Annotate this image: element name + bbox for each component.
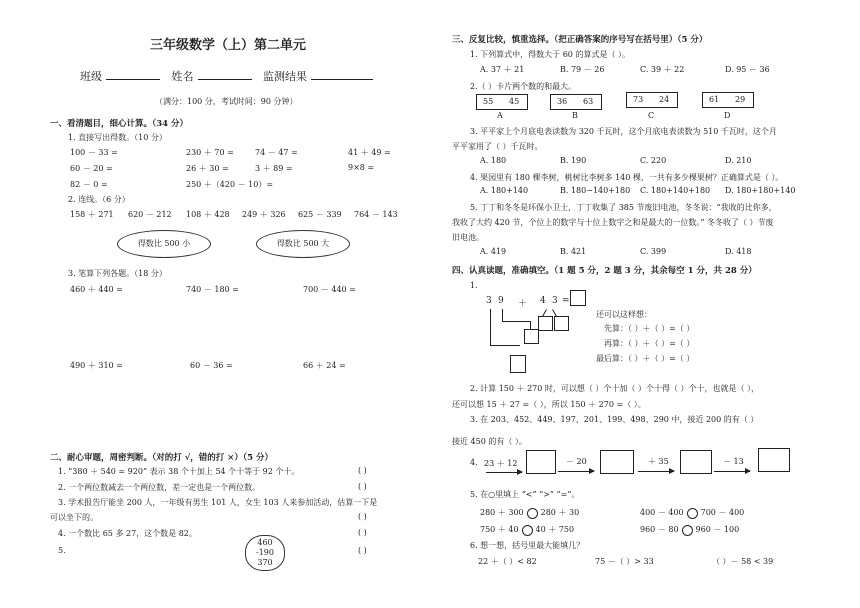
choice-option[interactable]: D. 95 － 36	[725, 65, 770, 74]
card-number: 73	[633, 95, 644, 104]
judge-item: 5.	[58, 546, 66, 555]
choice-option[interactable]: A. 419	[480, 247, 507, 256]
card-letter: B	[572, 111, 578, 120]
s4-q3: 接近 450 的有（ ）。	[452, 437, 527, 446]
judge-item: 4. 一个数比 65 多 27，这个数是 82。	[58, 529, 197, 538]
alt-step: 最后算：（ ）＋（ ）=（ ）	[596, 354, 695, 363]
compare-item	[480, 524, 574, 536]
compare-item	[480, 507, 579, 519]
choice-option[interactable]: D. 180+180+140	[725, 186, 796, 195]
compare-right: 280 ＋ 30	[540, 508, 580, 517]
chain-arrow	[638, 471, 674, 472]
section-2-heading: 二、耐心审题，周密判断。（对的打 √，错的打 ×）（5 分）	[50, 453, 274, 463]
answer-box[interactable]	[510, 355, 526, 373]
fill-item[interactable]: （ ）－ 58 < 39	[712, 557, 774, 566]
chain-box[interactable]	[758, 448, 790, 472]
compare-right: 960 － 100	[695, 525, 740, 534]
card-number: 36	[557, 97, 568, 106]
oral-item: 60 － 20 =	[70, 164, 113, 173]
number-card-c[interactable]	[626, 92, 678, 108]
card-number: 24	[659, 95, 670, 104]
s3-q2: 2.（ ）卡片两个数的和最大。	[470, 82, 577, 91]
compare-left: 960 － 80	[640, 525, 679, 534]
s3-q4: 4. 果园里有 180 棵李树，桃树比李树多 140 棵，一共有多少棵果树？正确算式是（ ）。	[470, 173, 784, 182]
section-1-heading: 一、看清题目，细心计算。（34 分）	[50, 119, 189, 129]
cloud-calculation	[245, 535, 285, 571]
number-card-b[interactable]	[550, 94, 602, 110]
page-title: 三年级数学（上）第二单元	[150, 38, 307, 53]
card-letter: C	[648, 111, 655, 120]
s4-q1-label: 1.	[470, 281, 478, 290]
expr-equals: =	[562, 296, 570, 306]
class-blank[interactable]	[106, 69, 160, 80]
written-item: 60 － 36 =	[190, 361, 233, 370]
alt-method-label: 还可以这样想：	[596, 310, 652, 319]
s4-q3: 3. 在 203、452、449、197、201、199、498、290 中，接近 200 的有（ ）	[470, 415, 759, 424]
oral-item: 9×8 =	[348, 163, 375, 172]
s1-q2-label: 2. 连线。（6 分）	[68, 195, 130, 204]
compare-circle[interactable]	[687, 508, 698, 519]
number-card-a[interactable]	[476, 94, 528, 110]
expr-digit: 9	[498, 296, 504, 306]
s1-q1-label: 1. 直接写出得数。（10 分）	[68, 133, 167, 142]
diagram-line	[490, 345, 520, 346]
oval-less-than-500[interactable]: 得数比 500 小	[117, 230, 211, 258]
oral-item: 82 － 0 =	[70, 180, 108, 189]
chain-box[interactable]	[600, 450, 634, 474]
chain-box[interactable]	[680, 450, 712, 474]
oral-item: 250 ＋（420 － 10）=	[186, 180, 274, 189]
card-letter: D	[724, 111, 731, 120]
cloud-line: -190	[256, 548, 274, 557]
oral-item: 74 － 47 =	[255, 148, 298, 157]
written-item: 740 － 180 =	[186, 285, 239, 294]
judge-item: 2. 一个两位数减去一个两位数，差一定也是一个两位数。	[58, 483, 261, 492]
written-item: 460 ＋ 440 =	[70, 285, 123, 294]
choice-option[interactable]: B. 180−140+180	[560, 186, 631, 195]
s4-q2: 还可以想 15 ＋ 27 =（ ），所以 150 ＋ 270 =（ ）。	[452, 400, 646, 409]
written-item: 66 ＋ 24 =	[303, 361, 346, 370]
choice-option[interactable]: C. 39 ＋ 22	[640, 65, 685, 74]
oral-item: 41 ＋ 49 =	[348, 148, 391, 157]
card-number: 61	[709, 95, 720, 104]
oral-item: 230 ＋ 70 =	[186, 148, 234, 157]
match-item[interactable]: 249 ＋ 326	[242, 210, 286, 219]
diagram-line	[502, 321, 530, 322]
s4-q5: 5. 在○里填上 “<” “>” “=”。	[470, 490, 580, 499]
judge-paren[interactable]: ( )	[358, 546, 367, 555]
judge-paren[interactable]: ( )	[358, 528, 367, 537]
compare-left: 280 ＋ 300	[480, 508, 524, 517]
written-item: 490 ＋ 310 =	[70, 361, 123, 370]
s4-q4-label: 4.	[470, 458, 478, 467]
chain-box[interactable]	[526, 450, 556, 474]
cloud-line: 460	[257, 538, 273, 547]
name-label: 姓名	[171, 70, 194, 83]
oval-greater-than-500[interactable]: 得数比 500 大	[256, 230, 350, 258]
class-label: 班级	[80, 70, 102, 83]
compare-left: 750 ＋ 40	[480, 525, 519, 534]
choice-option[interactable]: B. 421	[560, 247, 587, 256]
student-info-row	[80, 68, 381, 84]
fill-item[interactable]: 75 －（ ）> 33	[595, 557, 654, 566]
compare-item	[640, 524, 739, 536]
choice-option[interactable]: B. 190	[560, 156, 587, 165]
expr-digit: 4	[540, 296, 546, 306]
s3-q3: 3. 平平家上个月底电表读数为 320 千瓦时，这个月底电表读数为 510 千瓦时，这个月	[470, 127, 777, 136]
chain-start: 23 ＋ 12	[484, 459, 518, 468]
choice-option[interactable]: C. 399	[640, 247, 667, 256]
judge-paren[interactable]: ( )	[358, 466, 367, 475]
answer-box[interactable]	[538, 316, 553, 331]
answer-box[interactable]	[554, 316, 569, 331]
section-4-heading: 四、认真读题，准确填空。（1 题 5 分，2 题 3 分，其余每空 1 分，共 28 分）	[452, 266, 757, 276]
choice-option[interactable]: A. 37 ＋ 21	[480, 65, 525, 74]
compare-circle[interactable]	[682, 525, 693, 536]
choice-option[interactable]: C. 180+140+180	[640, 186, 711, 195]
cloud-line: 370	[257, 558, 273, 567]
choice-option[interactable]: B. 79 － 26	[560, 65, 605, 74]
compare-right: 40 ＋ 750	[535, 525, 575, 534]
match-item[interactable]: 108 ＋ 428	[186, 210, 230, 219]
expr-digit: 3	[486, 296, 492, 306]
match-item[interactable]: 764 － 143	[354, 210, 398, 219]
s3-q3: 平平家用了（ ）千瓦时。	[452, 142, 543, 151]
alt-step: 再算：（ ）＋（ ）=（ ）	[604, 339, 695, 348]
compare-circle[interactable]	[522, 525, 533, 536]
match-item[interactable]: 625 － 339	[298, 210, 342, 219]
alt-step: 先算：（ ）＋（ ）=（ ）	[604, 324, 695, 333]
card-number: 55	[483, 97, 494, 106]
s1-q3-label: 3. 笔算下列各题。（18 分）	[68, 269, 167, 278]
diagram-line	[530, 321, 531, 329]
oral-item: 100 － 33 =	[70, 148, 118, 157]
result-blank[interactable]	[311, 69, 373, 80]
expr-digit: 3	[552, 296, 558, 306]
chain-arrow	[558, 471, 594, 472]
answer-box[interactable]	[524, 329, 539, 344]
diagram-line	[490, 309, 491, 345]
diagram-line	[502, 309, 503, 321]
judge-item: 1. “380 ＋ 540 = 920” 表示 38 个十加上 54 个十等于 92 个十。	[58, 467, 300, 476]
s3-q1: 1. 下列算式中，得数大于 60 的算式是（ ）。	[470, 50, 630, 59]
answer-box[interactable]	[570, 290, 586, 306]
name-blank[interactable]	[198, 69, 252, 80]
exam-note: （满分：100 分，考试时间：90 分钟）	[155, 97, 298, 106]
compare-left: 400 － 400	[640, 508, 684, 517]
judge-paren[interactable]: ( )	[358, 512, 367, 521]
s3-q5: 旧电池。	[452, 233, 484, 242]
result-label: 监测结果	[263, 70, 307, 83]
chain-op: － 13	[723, 457, 744, 466]
match-item[interactable]: 158 ＋ 271	[70, 210, 114, 219]
oral-item: 26 ＋ 30 =	[186, 164, 229, 173]
s3-q5: 我收了大约 420 节，个位上的数字与十位上数字之和是最大的一位数。” 冬冬收了（ ）节废	[452, 218, 774, 227]
compare-right: 700 － 400	[700, 508, 745, 517]
choice-option[interactable]: C. 220	[640, 156, 667, 165]
match-item[interactable]: 620 － 212	[128, 210, 172, 219]
written-item: 700 － 440 =	[303, 285, 356, 294]
compare-item	[640, 507, 744, 519]
card-letter: A	[497, 111, 503, 120]
judge-item: 可以坐下的。	[50, 513, 98, 522]
card-number: 63	[583, 97, 594, 106]
s3-q5: 5. 丁丁和冬冬是环保小卫士，丁丁收集了 385 节废旧电池，冬冬说：“我收的比你多，	[470, 203, 777, 212]
judge-item: 3. 学术报告厅能坐 200 人，一年级有男生 101 人，女生 103 人来参加活动，估算一下是	[58, 498, 378, 507]
expr-plus: ＋	[518, 299, 528, 309]
oral-item: 3 ＋ 89 =	[255, 164, 293, 173]
s4-q2: 2. 计算 150 ＋ 270 时，可以想（ ）个十加（ ）个十得（ ）个十，也就是（ ），	[470, 384, 760, 393]
card-number: 45	[509, 97, 520, 106]
section-3-heading: 三、反复比较，慎重选择。（把正确答案的序号写在括号里）（5 分）	[452, 35, 708, 45]
choice-option[interactable]: D. 418	[725, 247, 752, 256]
card-number: 29	[735, 95, 746, 104]
chain-arrow	[714, 471, 750, 472]
choice-option[interactable]: A. 180+140	[480, 186, 529, 195]
chain-op: ＋ 35	[648, 457, 669, 466]
chain-arrow	[486, 472, 522, 473]
s4-q6: 6. 想一想，括号里最大能填几？	[470, 541, 585, 550]
compare-circle[interactable]	[527, 508, 538, 519]
judge-paren[interactable]: ( )	[358, 482, 367, 491]
fill-item[interactable]: 22 ＋（ ）< 82	[478, 557, 537, 566]
chain-op: － 20	[566, 457, 587, 466]
number-card-d[interactable]	[702, 92, 754, 108]
choice-option[interactable]: A. 180	[480, 156, 507, 165]
choice-option[interactable]: D. 210	[725, 156, 752, 165]
